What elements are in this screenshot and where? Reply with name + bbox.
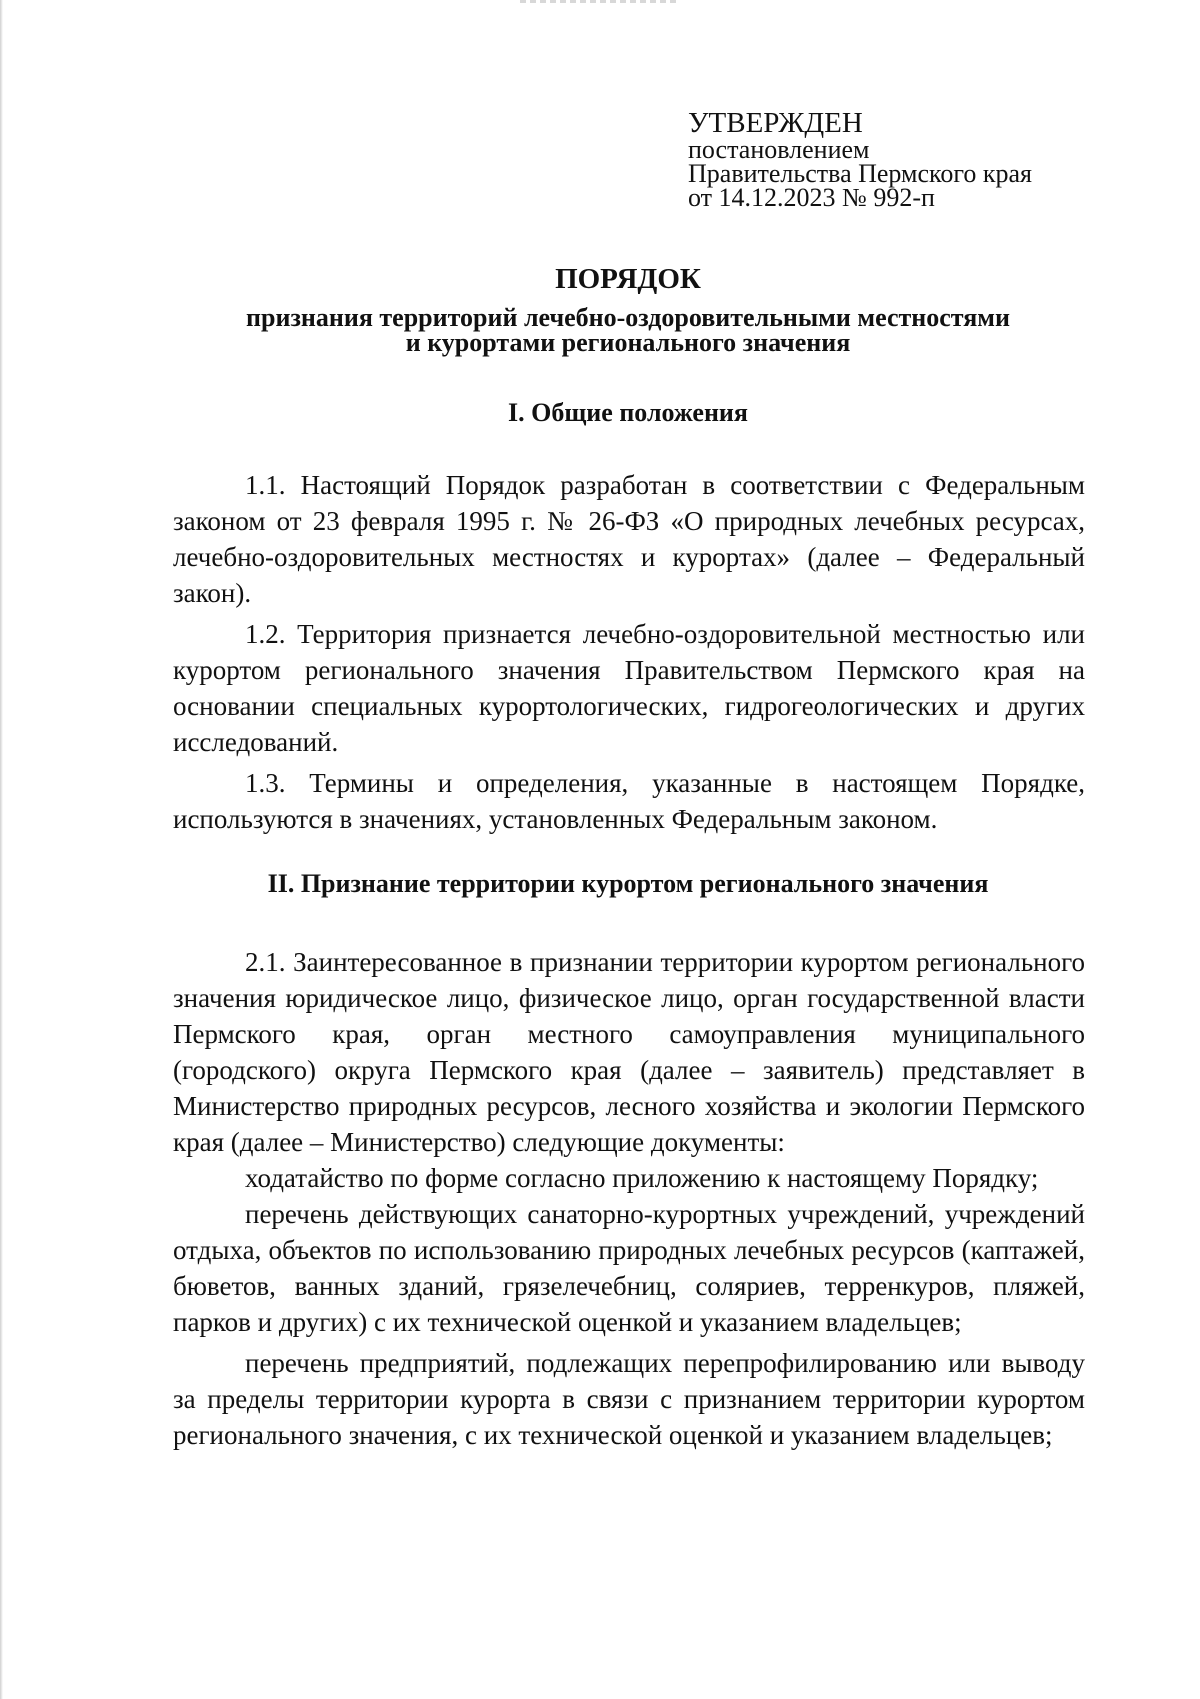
section-body (173, 467, 1085, 837)
section-body (173, 944, 1085, 1453)
approval-stamp-line: постановлением (688, 135, 870, 164)
document-subtitle-line: и курортами регионального значения (405, 328, 851, 357)
approval-stamp (688, 108, 1032, 210)
list-item: перечень действующих санаторно-курортных учреждений, учреждений отдыха, объектов по использованию природных лечебных ресурсов (каптажей, бюветов, ванных зданий, грязелечебниц, соляриев, терренкуров, пляжей, парков и других) с их технической оценкой и указанием владельцев; (173, 1199, 1085, 1337)
scan-edge (0, 0, 3, 1699)
paragraph: 1.1. Настоящий Порядок разработан в соответствии с Федеральным законом от 23 февраля 1995 г. № 26-ФЗ «О природных лечебных ресурсах, лечебно-оздоровительных местностях и курортах» (далее – Федеральный закон). (173, 470, 1085, 608)
scan-artifact (520, 0, 680, 3)
document-subtitle (173, 305, 1083, 355)
section-heading: I. Общие положения (508, 398, 748, 427)
approval-stamp-title: УТВЕРЖДЕН (688, 107, 863, 139)
list-item: перечень предприятий, подлежащих перепрофилированию или выводу за пределы территории курорта в связи с признанием территории курортом регионального значения, с их технической оценкой и указанием владельцев; (173, 1348, 1085, 1450)
document-subtitle-line: признания территорий лечебно-оздоровительными местностями (246, 303, 1010, 332)
approval-stamp-date: от 14.12.2023 № 992-п (688, 183, 935, 212)
section-heading: II. Признание территории курортом регионального значения (267, 869, 989, 898)
paragraph: 1.2. Территория признается лечебно-оздоровительной местностью или курортом регионального значения Правительством Пермского края на основании специальных курортологических, гидрогеологических и других исследований. (173, 619, 1085, 757)
list-item: ходатайство по форме согласно приложению к настоящему Порядку; (245, 1163, 1039, 1193)
document-title: ПОРЯДОК (555, 263, 701, 295)
paragraph: 2.1. Заинтересованное в признании территории курортом регионального значения юридическое лицо, физическое лицо, орган государственной власти Пермского края, орган местного самоуправления муниципального (городского) округа Пермского края (далее – заявитель) представляет в Министерство природных ресурсов, лесного хозяйства и экологии Пермского края (далее – Министерство) следующие документы: (173, 947, 1085, 1157)
paragraph: 1.3. Термины и определения, указанные в настоящем Порядке, используются в значениях, установленных Федеральным законом. (173, 768, 1085, 834)
approval-stamp-line: Правительства Пермского края (688, 159, 1032, 188)
